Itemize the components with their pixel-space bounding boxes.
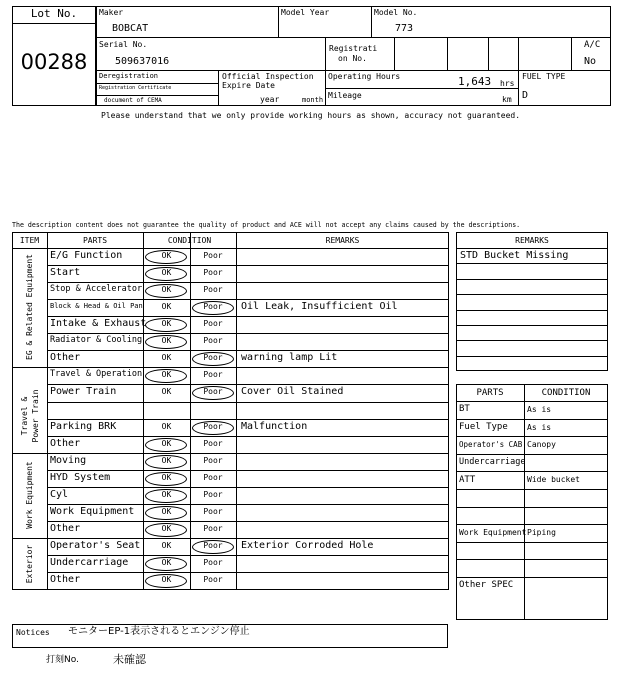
poor-label: Poor <box>203 421 223 431</box>
poor-label: Poor <box>203 472 223 482</box>
ok-circle-mark <box>145 472 187 486</box>
lot-no-label: Lot No. <box>30 7 78 20</box>
ok-label: OK <box>161 438 172 448</box>
inspection-label-2: Expire Date <box>222 81 275 90</box>
km-label: km <box>502 95 512 104</box>
fuel-type-value: D <box>522 90 529 101</box>
poor-label: Poor <box>203 557 223 567</box>
poor-label: Poor <box>203 455 223 465</box>
side-part-name: Operator's CAB <box>459 440 523 450</box>
ok-circle-mark <box>145 335 187 349</box>
poor-label: Poor <box>203 284 223 294</box>
side-part-condition: Piping <box>527 528 556 538</box>
poor-label: Poor <box>203 523 223 533</box>
model-no-value: 773 <box>395 23 414 34</box>
disclaimer: The description content does not guarantee the quality of product and ACE will not accept any claims caused by the descriptions. <box>12 221 521 229</box>
model-year-label: Model Year <box>281 8 330 17</box>
ac-value: No <box>584 56 597 67</box>
ok-circle-mark <box>145 438 187 452</box>
ok-label: OK <box>161 369 172 379</box>
poor-circle-mark <box>192 301 234 315</box>
group-eg-related: EG & Related Equipment <box>25 254 34 360</box>
poor-circle-mark <box>192 386 234 400</box>
side-part-condition: Canopy <box>527 440 556 450</box>
row-part: Work Equipment <box>50 505 135 517</box>
side-parts-header: PARTS <box>476 388 504 398</box>
poor-label: Poor <box>203 267 223 277</box>
group-work-equipment: Work Equipment <box>25 461 34 529</box>
ok-circle-mark <box>145 523 187 537</box>
side-part-name: Other SPEC <box>459 580 514 591</box>
ok-circle-mark <box>145 267 187 281</box>
row-part: HYD System <box>50 471 111 483</box>
row-remark: Cover Oil Stained <box>241 386 344 397</box>
group-travel-power-label: Travel & Power Train <box>20 389 40 443</box>
poor-circle-mark <box>192 421 234 435</box>
fuel-type-label: FUEL TYPE <box>522 72 566 81</box>
side-remark-line: STD Bucket Missing <box>460 250 569 261</box>
row-remark: Exterior Corroded Hole <box>241 539 374 551</box>
side-condition-header: CONDITION <box>541 388 591 398</box>
ok-label: OK <box>161 557 172 567</box>
ok-label: OK <box>161 575 172 584</box>
row-part: Start <box>50 266 81 278</box>
maker-value: BOBCAT <box>112 23 149 34</box>
poor-label: Poor <box>203 540 223 550</box>
registration-label-2: on No. <box>338 54 367 63</box>
row-part: Parking BRK <box>50 420 117 432</box>
poor-label: Poor <box>203 301 223 311</box>
ok-label: OK <box>161 540 172 550</box>
side-part-name: Fuel Type <box>459 421 508 432</box>
row-part: Other <box>50 437 81 449</box>
notices-label: Notices <box>16 628 50 637</box>
registration-label-1: Registrati <box>329 44 378 53</box>
col-parts: PARTS <box>82 236 108 245</box>
row-remark: Malfunction <box>241 420 308 432</box>
poor-label: Poor <box>203 335 223 345</box>
ok-circle-mark <box>145 574 187 588</box>
poor-label: Poor <box>203 506 223 516</box>
hours-note: Please understand that we only provide working hours as shown, accuracy not guaranteed. <box>101 111 521 120</box>
poor-label: Poor <box>203 318 223 328</box>
ok-label: OK <box>161 506 172 516</box>
ok-label: OK <box>161 267 172 277</box>
side-part-name: BT <box>459 404 470 415</box>
ok-label: OK <box>161 352 172 362</box>
poor-label: Poor <box>203 575 223 584</box>
side-part-condition: As is <box>527 405 552 414</box>
ok-label: OK <box>161 472 172 482</box>
mileage-label: Mileage <box>328 91 362 100</box>
row-part: Cyl <box>50 488 69 500</box>
row-part: Stop & Accelerator <box>50 284 143 295</box>
row-part: Other <box>50 351 81 363</box>
row-remark: Oil Leak, Insufficient Oil <box>241 300 398 312</box>
year-label: year <box>260 95 280 104</box>
row-part: Intake & Exhaust <box>50 317 147 329</box>
serial-no-value: 509637016 <box>115 56 170 67</box>
ok-circle-mark <box>145 506 187 520</box>
row-part: Radiator & Cooling <box>50 335 143 346</box>
model-no-label: Model No. <box>374 8 418 17</box>
notices-text: モニターEP-1表示されるとエンジン停止 <box>68 626 250 637</box>
ok-circle-mark <box>145 369 187 383</box>
ok-label: OK <box>161 301 172 311</box>
ok-circle-mark <box>145 557 187 571</box>
row-part: Moving <box>50 454 87 466</box>
ok-label: OK <box>161 335 172 345</box>
ok-circle-mark <box>145 489 187 503</box>
poor-label: Poor <box>203 489 223 499</box>
ok-label: OK <box>161 318 172 328</box>
ok-label: OK <box>161 523 172 533</box>
poor-label: Poor <box>203 369 223 379</box>
poor-circle-mark <box>192 540 234 554</box>
row-part: Operator's Seat <box>50 539 141 551</box>
stamp-label: 打刻No. <box>46 655 79 665</box>
col-condition: CONDITION <box>167 236 212 245</box>
row-part: Block & Head & Oil Pan <box>50 302 143 310</box>
poor-label: Poor <box>203 387 223 396</box>
registration-certificate-label: Registration Certificate <box>99 85 172 91</box>
ok-label: OK <box>161 489 172 499</box>
col-remarks: REMARKS <box>325 236 360 245</box>
stamp-value: 未確認 <box>113 653 146 666</box>
ok-circle-mark <box>145 284 187 298</box>
side-part-name: Work Equipment <box>459 528 527 537</box>
group-exterior: Exterior <box>25 544 34 584</box>
side-part-condition: Wide bucket <box>527 475 580 485</box>
cema-label: document of CEMA <box>104 97 162 104</box>
ok-label: OK <box>161 284 172 294</box>
operating-hours-value: 1,643 <box>458 75 492 88</box>
row-part: E/G Function <box>50 249 123 261</box>
row-part: Other <box>50 574 81 585</box>
row-part: Other <box>50 522 81 534</box>
ok-circle-mark <box>145 250 187 264</box>
month-label: month <box>302 96 324 104</box>
poor-label: Poor <box>203 438 223 448</box>
poor-label: Poor <box>203 352 223 362</box>
side-part-name: Undercarriage <box>459 457 526 468</box>
ok-label: OK <box>161 387 172 396</box>
row-part: Power Train <box>50 386 117 397</box>
row-part: Travel & Operation <box>50 369 143 380</box>
ok-label: OK <box>161 421 172 431</box>
ok-circle-mark <box>145 318 187 332</box>
ac-label: A/C <box>584 40 601 50</box>
ok-label: OK <box>161 250 172 260</box>
hrs-label: hrs <box>500 79 515 88</box>
ok-circle-mark <box>145 455 187 469</box>
col-item: ITEM <box>19 236 40 245</box>
inspection-label-1: Official Inspection <box>222 72 314 81</box>
poor-label: Poor <box>203 250 223 260</box>
row-remark: warning lamp Lit <box>241 351 338 363</box>
side-part-condition: As is <box>527 422 552 432</box>
lot-no-value: 00288 <box>20 50 88 74</box>
side-remarks-header: REMARKS <box>515 236 549 245</box>
deregistration-label: Deregistration <box>99 72 159 80</box>
ok-label: OK <box>161 455 172 465</box>
maker-label: Maker <box>99 8 124 17</box>
side-part-name: ATT <box>459 474 476 485</box>
operating-hours-label: Operating Hours <box>328 72 401 81</box>
poor-circle-mark <box>192 352 234 366</box>
row-part: Undercarriage <box>50 556 129 568</box>
serial-no-label: Serial No. <box>99 40 148 49</box>
